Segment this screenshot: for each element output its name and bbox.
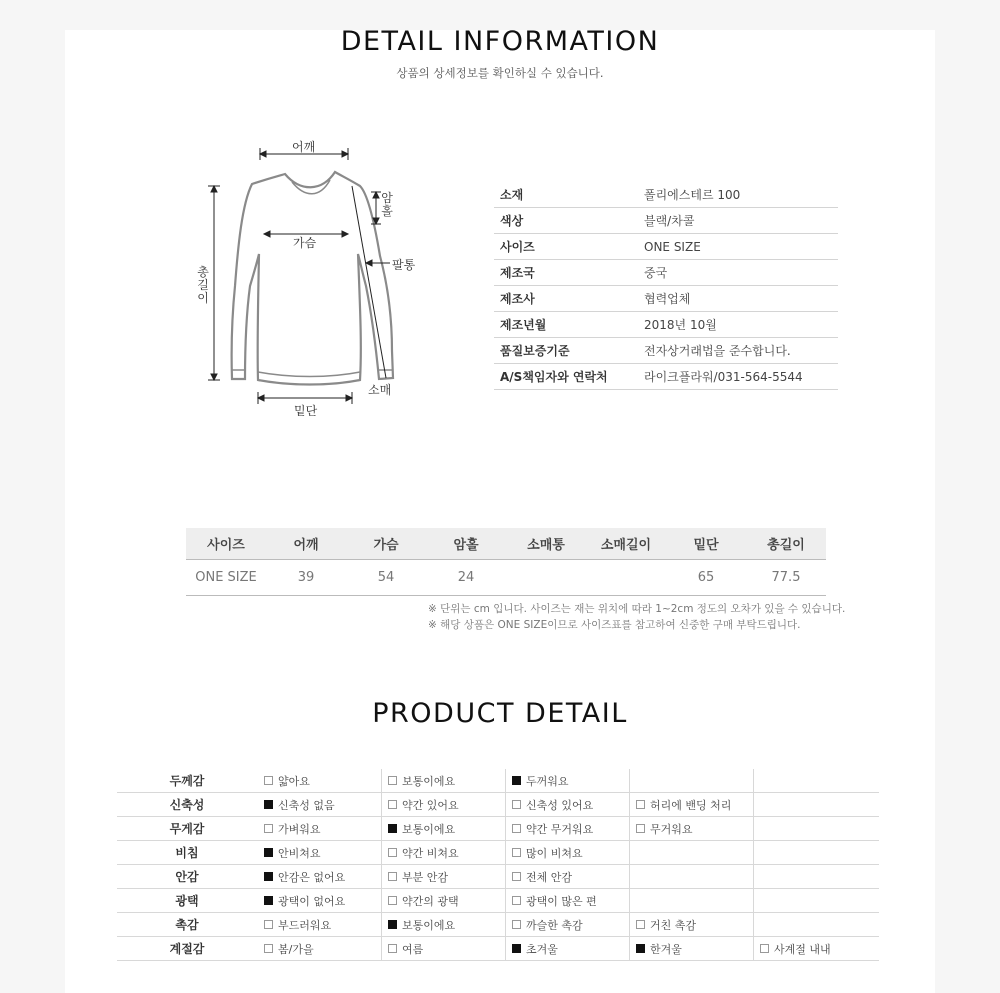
detail-option-label: 광택이 없어요 (278, 894, 346, 908)
detail-option-label: 부분 안감 (402, 870, 449, 884)
detail-option[interactable] (381, 937, 505, 961)
detail-option-label: 가벼워요 (278, 822, 321, 836)
detail-option[interactable] (257, 865, 381, 889)
unchecked-box-icon[interactable] (264, 776, 273, 785)
detail-option[interactable] (505, 865, 629, 889)
detail-option[interactable] (505, 769, 629, 793)
detail-row-label: 안감 (175, 870, 199, 884)
spec-table (494, 182, 838, 390)
label-sleeve-width: 팔통 (392, 258, 416, 272)
detail-option[interactable] (629, 913, 753, 937)
label-shoulder: 어깨 (292, 140, 316, 154)
size-notes (428, 601, 845, 633)
detail-row-label: 신축성 (169, 798, 205, 812)
detail-empty-cell (629, 769, 753, 793)
spec-value: 중국 (644, 266, 668, 280)
detail-option[interactable] (257, 937, 381, 961)
size-header-cell: 총길이 (767, 538, 805, 553)
unchecked-box-icon[interactable] (512, 920, 521, 929)
size-header-cell: 소매길이 (600, 538, 652, 553)
detail-option[interactable] (505, 937, 629, 961)
table-row (186, 560, 826, 596)
detail-option-label: 보통이에요 (402, 774, 456, 788)
checked-box-icon[interactable] (636, 944, 645, 953)
spec-row (494, 312, 838, 338)
detail-option[interactable] (505, 913, 629, 937)
unchecked-box-icon[interactable] (388, 872, 397, 881)
spec-value: 라이크플라워/031-564-5544 (644, 370, 803, 384)
spec-row (494, 286, 838, 312)
size-header-cell: 어깨 (293, 538, 319, 553)
size-cell: 39 (297, 570, 315, 585)
checked-box-icon[interactable] (388, 920, 397, 929)
unchecked-box-icon[interactable] (388, 848, 397, 857)
note-line: ※ 해당 상품은 ONE SIZE이므로 사이즈표를 참고하여 신중한 구매 부탁드립니다. (428, 619, 801, 631)
detail-option[interactable] (381, 841, 505, 865)
detail-option-label: 안비쳐요 (278, 846, 321, 860)
detail-option[interactable] (257, 793, 381, 817)
detail-option-label: 전체 안감 (526, 870, 573, 884)
checked-box-icon[interactable] (388, 824, 397, 833)
detail-row-label: 광택 (175, 894, 199, 908)
unchecked-box-icon[interactable] (264, 944, 273, 953)
spec-value: 협력업체 (644, 292, 691, 306)
product-detail-grid (117, 769, 879, 961)
detail-option[interactable] (629, 817, 753, 841)
detail-option[interactable] (505, 889, 629, 913)
spec-row (494, 338, 838, 364)
size-header-cell: 가슴 (373, 538, 399, 553)
detail-option[interactable] (505, 841, 629, 865)
detail-option-label: 부드러워요 (278, 918, 332, 932)
unchecked-box-icon[interactable] (512, 848, 521, 857)
detail-option-label: 안감은 없어요 (278, 870, 346, 884)
label-chest: 가슴 (293, 236, 317, 250)
unchecked-box-icon[interactable] (388, 800, 397, 809)
size-cell: ONE SIZE (195, 570, 257, 585)
unchecked-box-icon[interactable] (512, 896, 521, 905)
unchecked-box-icon[interactable] (388, 944, 397, 953)
spec-row (494, 234, 838, 260)
checked-box-icon[interactable] (264, 800, 273, 809)
size-table (186, 528, 826, 596)
spec-label: 품질보증기준 (500, 344, 570, 358)
spec-label: 사이즈 (500, 240, 535, 254)
spec-label: 제조사 (500, 292, 535, 306)
detail-option-label: 두꺼워요 (526, 774, 569, 788)
detail-empty-cell (753, 865, 877, 889)
detail-option-label: 봄/가을 (278, 942, 314, 956)
detail-option[interactable] (753, 937, 877, 961)
detail-empty-cell (753, 889, 877, 913)
page-subtitle: 상품의 상세정보를 확인하실 수 있습니다. (396, 66, 604, 80)
detail-option[interactable] (629, 793, 753, 817)
unchecked-box-icon[interactable] (264, 824, 273, 833)
detail-row (117, 913, 879, 937)
spec-row (494, 208, 838, 234)
unchecked-box-icon[interactable] (388, 776, 397, 785)
detail-option-label: 여름 (402, 942, 424, 956)
detail-option-label: 보통이에요 (402, 822, 456, 836)
detail-option-label: 신축성 없음 (278, 798, 335, 812)
size-cell: 54 (377, 570, 395, 585)
detail-option-label: 허리에 밴딩 처리 (650, 798, 732, 812)
detail-option[interactable] (381, 793, 505, 817)
detail-option[interactable] (257, 889, 381, 913)
unchecked-box-icon[interactable] (512, 800, 521, 809)
detail-row (117, 793, 879, 817)
spec-row (494, 182, 838, 208)
label-cuff: 소매 (368, 383, 392, 397)
checked-box-icon[interactable] (512, 944, 521, 953)
detail-option-label: 많이 비쳐요 (526, 846, 583, 860)
detail-option[interactable] (629, 937, 753, 961)
detail-option[interactable] (257, 841, 381, 865)
detail-option-label: 사계절 내내 (774, 942, 831, 956)
spec-row (494, 260, 838, 286)
spec-row (494, 364, 838, 390)
detail-empty-cell (629, 889, 753, 913)
page-title: DETAIL INFORMATION (340, 26, 660, 57)
detail-option-label: 거친 촉감 (650, 918, 697, 932)
detail-empty-cell (629, 841, 753, 865)
detail-option[interactable] (381, 769, 505, 793)
unchecked-box-icon[interactable] (760, 944, 769, 953)
detail-row-label: 두께감 (169, 774, 205, 788)
unchecked-box-icon[interactable] (512, 872, 521, 881)
size-cell: 77.5 (771, 570, 801, 585)
detail-option[interactable] (505, 793, 629, 817)
detail-option-label: 광택이 많은 편 (526, 894, 597, 908)
detail-option-label: 약간의 광택 (402, 894, 459, 908)
size-cell: 65 (697, 570, 715, 585)
spec-value: 전자상거래법을 준수합니다. (644, 344, 791, 358)
detail-option[interactable] (257, 769, 381, 793)
checked-box-icon[interactable] (264, 896, 273, 905)
detail-row-label: 촉감 (175, 918, 199, 932)
size-header-cell: 사이즈 (207, 538, 245, 553)
product-detail-title: PRODUCT DETAIL (372, 698, 628, 729)
detail-option-label: 초겨울 (526, 942, 558, 956)
detail-option[interactable] (381, 865, 505, 889)
label-hem: 밑단 (294, 404, 318, 418)
detail-row (117, 841, 879, 865)
note-line: ※ 단위는 cm 입니다. 사이즈는 재는 위치에 따라 1~2cm 정도의 오차가 있을 수 있습니다. (428, 603, 846, 615)
detail-empty-cell (753, 841, 877, 865)
detail-option[interactable] (257, 913, 381, 937)
garment-diagram (190, 136, 430, 426)
unchecked-box-icon[interactable] (264, 920, 273, 929)
detail-option-label: 약간 있어요 (402, 798, 459, 812)
size-header-cell: 밑단 (693, 538, 719, 553)
detail-empty-cell (753, 793, 877, 817)
spec-value: 블랙/차콜 (644, 214, 695, 228)
spec-value: ONE SIZE (644, 239, 701, 254)
spec-label: 제조국 (500, 266, 535, 280)
size-header-cell: 소매통 (527, 538, 565, 553)
detail-option[interactable] (505, 817, 629, 841)
detail-option-label: 약간 비쳐요 (402, 846, 459, 860)
spec-value: 폴리에스테르 100 (644, 188, 741, 202)
checked-box-icon[interactable] (264, 872, 273, 881)
detail-option[interactable] (381, 913, 505, 937)
checked-box-icon[interactable] (512, 776, 521, 785)
detail-option-label: 얇아요 (278, 774, 310, 788)
detail-option-label: 무거워요 (650, 822, 693, 836)
detail-row (117, 937, 879, 961)
detail-row (117, 817, 879, 841)
detail-row (117, 889, 879, 913)
detail-empty-cell (753, 817, 877, 841)
detail-row (117, 769, 879, 793)
detail-option[interactable] (257, 817, 381, 841)
unchecked-box-icon[interactable] (636, 824, 645, 833)
detail-option[interactable] (381, 817, 505, 841)
spec-value: 2018년 10월 (644, 318, 717, 332)
size-header-cell: 암홀 (453, 538, 479, 553)
detail-row (117, 865, 879, 889)
size-cell: 24 (457, 570, 475, 585)
detail-option[interactable] (381, 889, 505, 913)
detail-row-label: 비침 (175, 846, 199, 860)
spec-label: 색상 (500, 214, 524, 228)
unchecked-box-icon[interactable] (388, 896, 397, 905)
spec-label: 소재 (500, 188, 524, 202)
detail-empty-cell (629, 865, 753, 889)
detail-option-label: 한겨울 (650, 942, 682, 956)
detail-empty-cell (753, 913, 877, 937)
checked-box-icon[interactable] (264, 848, 273, 857)
detail-empty-cell (753, 769, 877, 793)
detail-option-label: 보통이에요 (402, 918, 456, 932)
spec-label: 제조년월 (500, 318, 547, 332)
detail-row-label: 무게감 (169, 822, 205, 836)
detail-option-label: 신축성 있어요 (526, 798, 594, 812)
detail-option-label: 까슬한 촉감 (526, 918, 583, 932)
unchecked-box-icon[interactable] (636, 920, 645, 929)
spec-label: A/S책임자와 연락처 (500, 370, 608, 384)
unchecked-box-icon[interactable] (512, 824, 521, 833)
size-table-header (186, 528, 826, 560)
shirt-outline (190, 136, 430, 426)
detail-row-label: 계절감 (169, 942, 205, 956)
label-total-length: 총길이 (197, 265, 209, 305)
unchecked-box-icon[interactable] (636, 800, 645, 809)
detail-option-label: 약간 무거워요 (526, 822, 594, 836)
label-armhole: 암홀 (381, 191, 393, 218)
